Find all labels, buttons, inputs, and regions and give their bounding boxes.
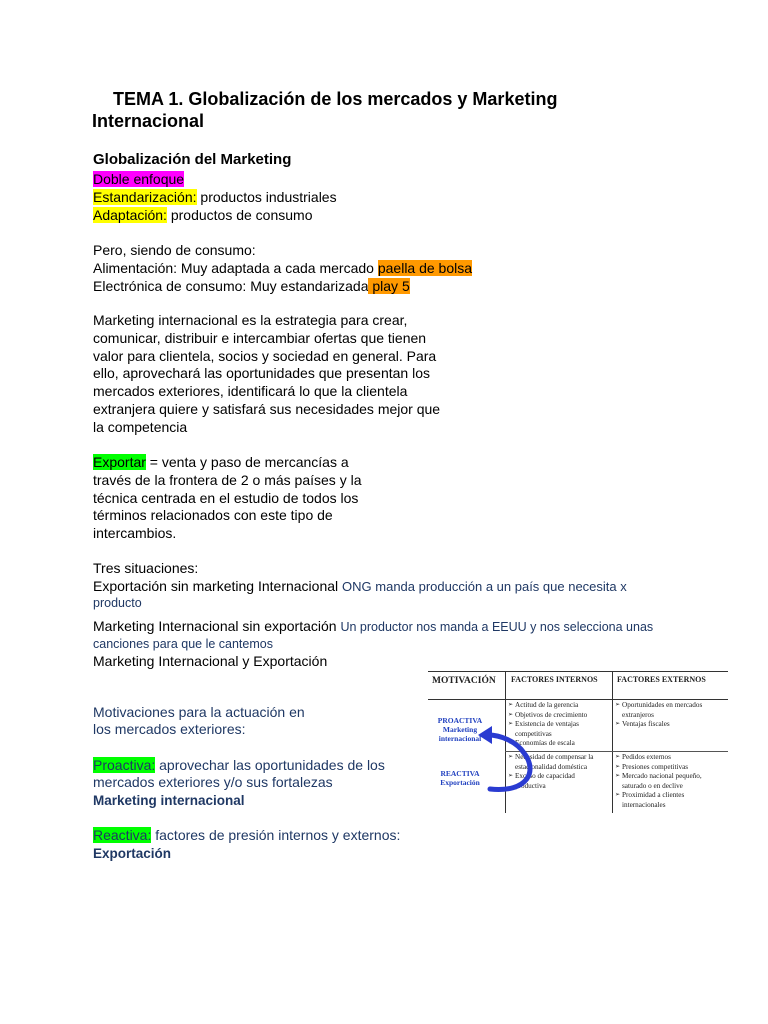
reactiva-text: factores de presión internos y externos: (151, 827, 401, 843)
list-item: ➢ Actitud de la gerencia (510, 701, 612, 711)
exportar-line1: = venta y paso de mercancías a (145, 454, 349, 470)
list-item: ➢ Mercado nacional pequeño, (617, 772, 727, 782)
exportar-highlight: Exportar (93, 454, 146, 470)
list-item: saturado o en declive (622, 781, 683, 790)
proactiva-highlight: Proactiva: (93, 757, 156, 773)
alimentacion-text: Alimentación: Muy adaptada a cada mercado (93, 260, 378, 276)
motivation-table (428, 671, 728, 813)
page-title-line1: TEMA 1. Globalización de los mercados y Marketing (113, 89, 558, 109)
list-item: ➢ Presiones competitivas (617, 763, 727, 773)
electronica-text: Electrónica de consumo: Muy estandarizada (93, 278, 369, 294)
situacion-1-text: Exportación sin marketing Internacional (93, 578, 343, 594)
list-item: ➢ Proximidad a clientes (617, 791, 727, 801)
proactiva-label-line: internacional (438, 734, 482, 743)
definition-line: mercados exteriores, identificará lo que la clientela (93, 383, 408, 400)
situacion-2-note: Un productor nos manda a EEUU y nos selecciona unas (340, 620, 654, 634)
list-item: ➢ Exceso de capacidad (510, 772, 612, 782)
consumo-intro: Pero, siendo de consumo: (93, 242, 256, 258)
doble-enfoque-highlight: Doble enfoque (93, 171, 185, 187)
motivaciones-line2: los mercados exteriores: (93, 721, 246, 737)
estandarizacion-line (93, 188, 337, 206)
adaptacion-label: Adaptación: (93, 207, 167, 223)
situaciones-intro: Tres situaciones: (93, 560, 199, 576)
reactiva-bold: Exportación (93, 846, 172, 861)
exportar-first-line (93, 454, 361, 472)
list-item: internacionales (622, 800, 666, 809)
exportar-line: través de la frontera de 2 o más países y la (93, 471, 362, 488)
list-item: ➢ Necesidad de compensar la (510, 753, 612, 763)
list-item: ➢ Ventajas fiscales (617, 720, 727, 730)
proactiva-bold: Marketing internacional (93, 793, 245, 808)
estandarizacion-label: Estandarización: (93, 189, 197, 205)
list-item: extranjeros (622, 710, 654, 719)
definition-line: comunicar, distribuir e intercambiar ofertas que tienen (93, 329, 427, 346)
situacion-2-text: Marketing Internacional sin exportación (93, 618, 341, 634)
situacion-3: Marketing Internacional y Exportación (93, 653, 328, 669)
paella-highlight: paella de bolsa (377, 260, 473, 276)
list-item: competitivas (515, 729, 552, 738)
definition-line: valor para clientela, socios y sociedad en general. Para (93, 347, 437, 364)
reactiva-label-line: REACTIVA (440, 769, 480, 778)
exportar-paragraph (93, 454, 361, 543)
adaptacion-text: productos de consumo (166, 207, 313, 223)
doble-enfoque-line (93, 170, 184, 188)
estandarizacion-text: productos industriales (196, 189, 337, 205)
motivaciones-line1: Motivaciones para la actuación en (93, 704, 305, 720)
list-item: ➢ Objetivos de crecimiento (510, 711, 612, 721)
page-title-line2: Internacional (92, 111, 205, 131)
situacion-1-note: ONG manda producción a un país que necesita x (342, 579, 627, 594)
definition-line: la competencia (93, 418, 188, 435)
definition-paragraph (93, 312, 440, 437)
list-item: ➢ Existencia de ventajas (510, 720, 612, 730)
proactiva-label-line: PROACTIVA (437, 716, 483, 725)
reactiva-label-line: Exportación (440, 778, 480, 787)
definition-line: extranjera quiere y satisfará sus necesidades mejor que (93, 400, 441, 417)
situacion-1 (93, 577, 627, 596)
proactiva-line (93, 756, 385, 774)
list-item: ➢ Economías de escala (510, 739, 612, 749)
play5-highlight: play 5 (368, 278, 410, 294)
proactiva-label-line: Marketing (442, 725, 478, 734)
situacion-2 (93, 617, 653, 636)
situacion-2-note-cont: canciones para que le cantemos (93, 637, 273, 651)
reactiva-line (93, 826, 400, 844)
list-item: ➢ Oportunidades en mercados (617, 701, 727, 711)
alimentacion-line (93, 259, 472, 277)
exportar-line: intercambios. (93, 525, 177, 542)
section-heading-globalizacion: Globalización del Marketing (93, 151, 292, 168)
exportar-line: términos relacionados con este tipo de (93, 507, 333, 524)
situacion-1-note-cont: producto (93, 596, 142, 610)
reactiva-to-proactiva-arrow-icon (428, 671, 728, 813)
list-item: productiva (515, 781, 546, 790)
proactiva-text: aprovechar las oportunidades de los (155, 757, 385, 773)
table-header-externos: FACTORES EXTERNOS (617, 675, 706, 684)
table-header-motivacion: MOTIVACIÓN (432, 676, 496, 686)
reactiva-highlight: Reactiva: (93, 827, 152, 843)
list-item: ➢ Pedidos externos (617, 753, 727, 763)
proactiva-text-cont: mercados exteriores y/o sus fortalezas (93, 774, 333, 790)
list-item: estacionalidad doméstica (515, 762, 588, 771)
table-header-internos: FACTORES INTERNOS (511, 675, 598, 684)
definition-line: ello, aprovechará las oportunidades que presentan los (93, 365, 431, 382)
electronica-line (93, 277, 410, 295)
adaptacion-line (93, 206, 312, 224)
exportar-line: técnica centrada en el estudio de todos los (93, 489, 359, 506)
definition-line: Marketing internacional es la estrategia para crear, (93, 312, 408, 328)
